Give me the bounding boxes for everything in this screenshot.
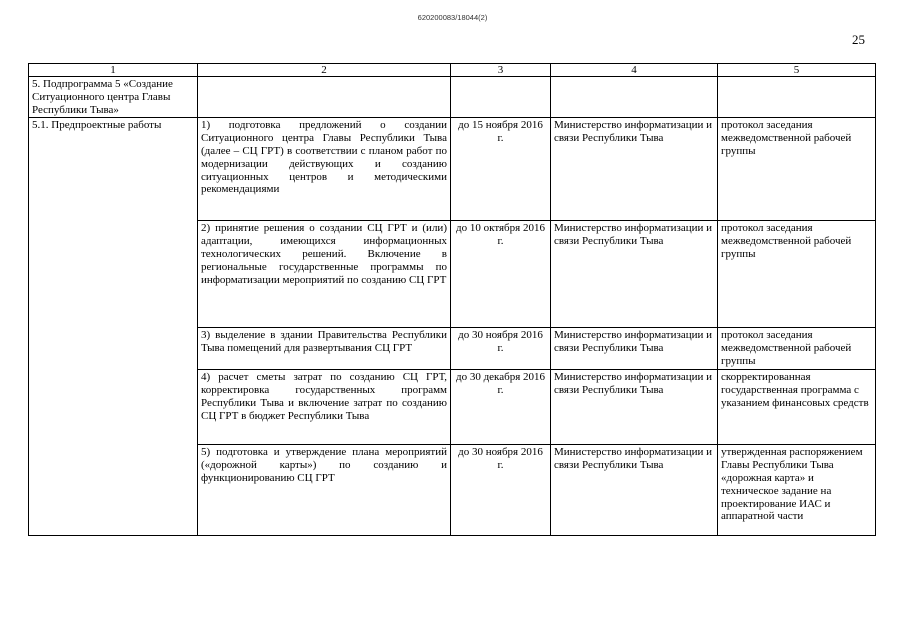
column-number-row <box>29 64 876 77</box>
result-cell: протокол заседания межведомственной рабочей группы <box>718 328 876 370</box>
column-number: 3 <box>451 64 551 77</box>
task-cell: 2) принятие решения о создании СЦ ГРТ и (или) адаптации, имеющихся информационных технологических решений. Включение в региональные государственные программы по информатизации мероприятий по созданию СЦ ГРТ <box>198 221 451 328</box>
plan-table <box>28 63 876 536</box>
result-cell: протокол заседания межведомственной рабочей группы <box>718 221 876 328</box>
deadline-cell: до 15 ноября 2016 г. <box>451 118 551 221</box>
page-number: 25 <box>852 32 865 47</box>
column-number: 5 <box>718 64 876 77</box>
responsible-cell: Министерство информатизации и связи Республики Тыва <box>551 370 718 445</box>
task-cell: 1) подготовка предложений о создании Ситуационного центра Главы Республики Тыва (далее – СЦ ГРТ) в соответствии с планом работ по модернизации действующих и созданию ситуационных центров и методическими рекомендациями <box>198 118 451 221</box>
deadline-cell: до 30 декабря 2016 г. <box>451 370 551 445</box>
deadline-cell: до 30 ноября 2016 г. <box>451 445 551 536</box>
empty-cell <box>551 77 718 118</box>
task-cell: 4) расчет сметы затрат по созданию СЦ ГРТ, корректировка государственных программ Республики Тыва и включение затрат по созданию СЦ ГРТ в бюджет Республики Тыва <box>198 370 451 445</box>
table-row <box>29 118 876 221</box>
task-cell: 5) подготовка и утверждение плана мероприятий («дорожной карты») по созданию и функционированию СЦ ГРТ <box>198 445 451 536</box>
column-number: 1 <box>29 64 198 77</box>
responsible-cell: Министерство информатизации и связи Республики Тыва <box>551 221 718 328</box>
deadline-cell: до 30 ноября 2016 г. <box>451 328 551 370</box>
section-title: 5.1. Предпроектные работы <box>29 118 198 536</box>
responsible-cell: Министерство информатизации и связи Республики Тыва <box>551 118 718 221</box>
empty-cell <box>451 77 551 118</box>
column-number: 4 <box>551 64 718 77</box>
empty-cell <box>198 77 451 118</box>
responsible-cell: Министерство информатизации и связи Республики Тыва <box>551 328 718 370</box>
result-cell: утвержденная распоряжением Главы Республики Тыва «дорожная карта» и техническое задание на проектирование ИАС и аппаратной части <box>718 445 876 536</box>
document-id: 620200083/18044(2) <box>417 13 488 22</box>
subprogram-title: 5. Подпрограмма 5 «Создание Ситуационного центра Главы Республики Тыва» <box>29 77 198 118</box>
task-cell: 3) выделение в здании Правительства Республики Тыва помещений для развертывания СЦ ГРТ <box>198 328 451 370</box>
subprogram-row <box>29 77 876 118</box>
result-cell: скорректированная государственная программа с указанием финансовых средств <box>718 370 876 445</box>
result-cell: протокол заседания межведомственной рабочей группы <box>718 118 876 221</box>
column-number: 2 <box>198 64 451 77</box>
responsible-cell: Министерство информатизации и связи Республики Тыва <box>551 445 718 536</box>
deadline-cell: до 10 октября 2016 г. <box>451 221 551 328</box>
empty-cell <box>718 77 876 118</box>
